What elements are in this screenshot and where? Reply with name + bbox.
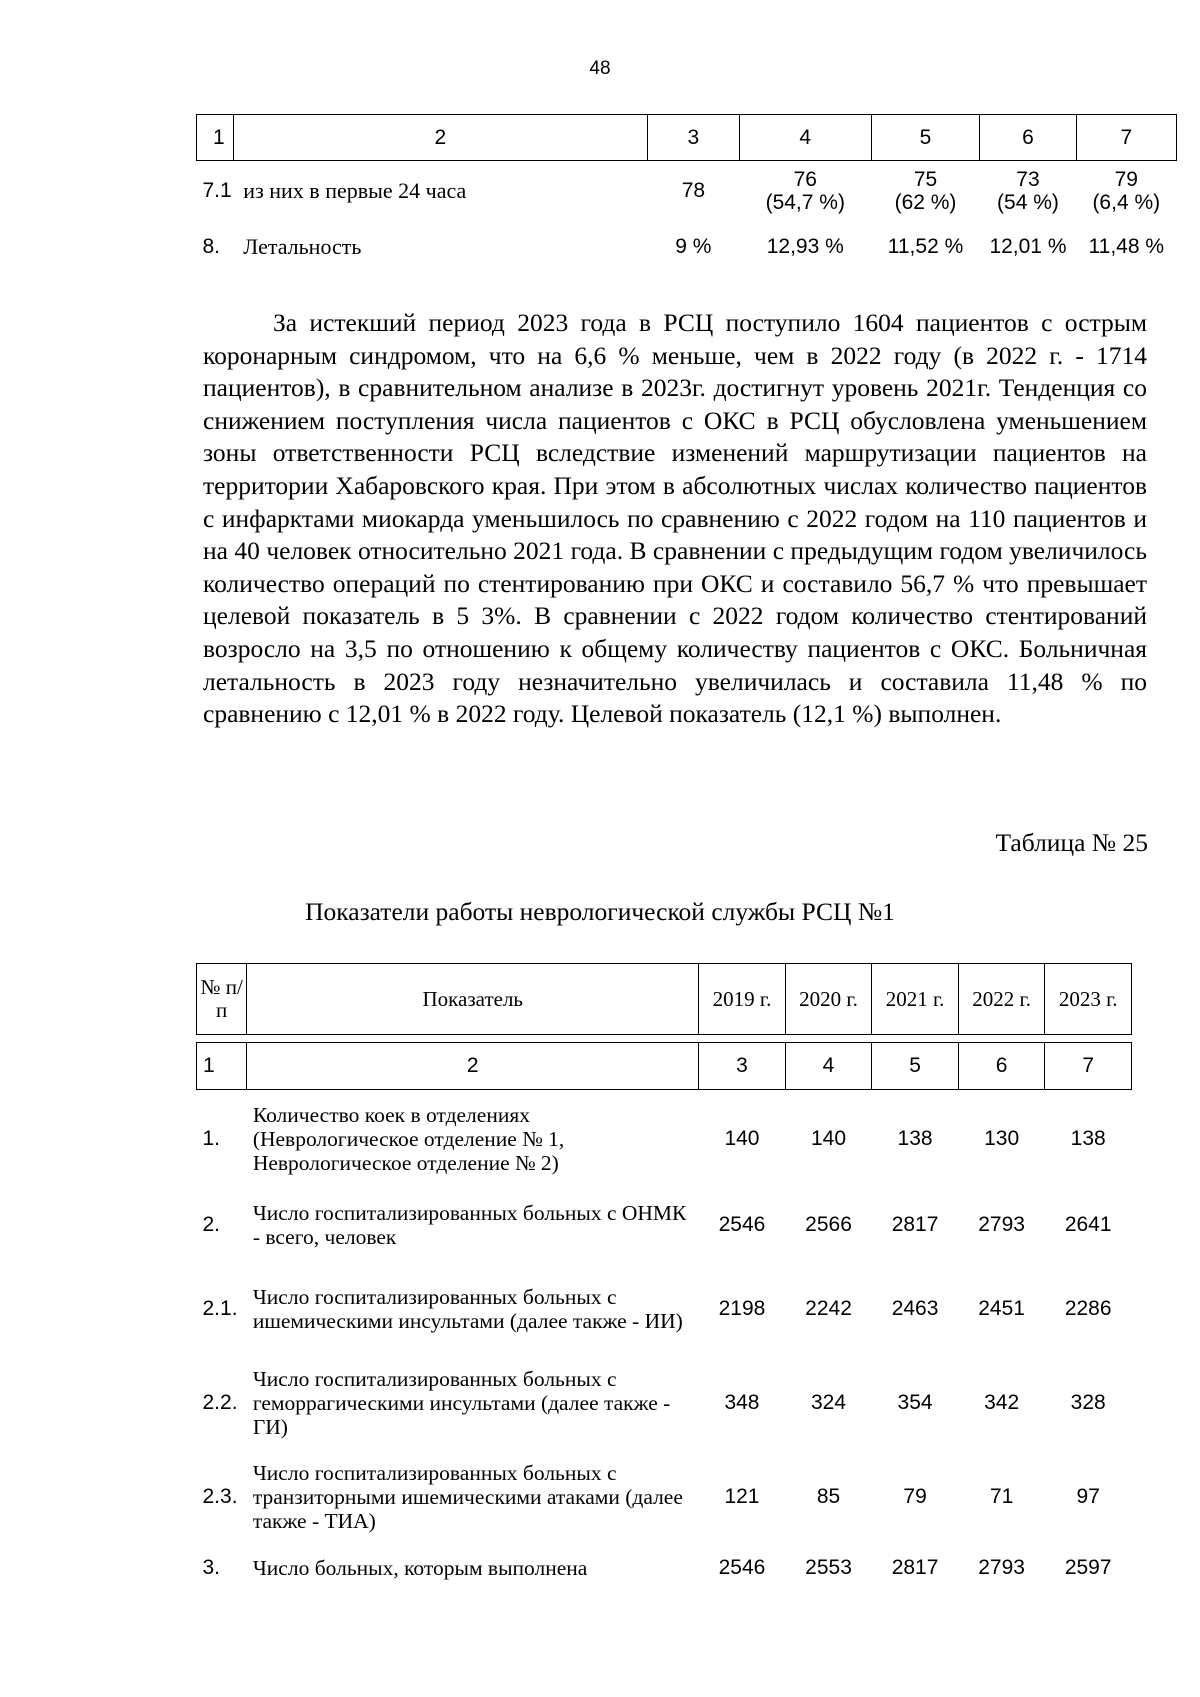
row-value: 2546 — [718, 1212, 766, 1236]
row-label: Количество коек в отделениях (Неврологическое отделение № 1, Неврологическое отделение № 2) — [252, 1102, 565, 1175]
header-cell: 1 — [197, 115, 234, 161]
row-label: Число госпитализированных больных с транзиторными ишемическими атаками (далее также - ТИА) — [252, 1460, 683, 1533]
row-value: 78 — [681, 179, 706, 203]
column-number: 3 — [699, 1043, 786, 1090]
row-value: 324 — [811, 1390, 847, 1414]
row-number: 2.2. — [202, 1390, 238, 1414]
row-value: 2597 — [1064, 1555, 1112, 1579]
body-paragraph: За истекший период 2023 года в РСЦ поступило 1604 пациентов с острым коронарным синдромом, что на 6,6 % меньше, чем в 2022 году (в 2022 г. - 1714 пациентов), в сравнительном анализе в 2023г. достигнут уровень 2021г. Тенденция со снижением поступления числа пациентов с ОКС в РСЦ обусловлена уменьшением зоны ответственности РСЦ вследствие изменений маршрутизации пациентов на территории Хабаровского края. При этом в абсолютных числах количество пациентов с инфарктами миокарда уменьшилось по сравнению с 2022 годом на 110 пациентов и на 40 человек относительно 2021 года. В сравнении с предыдущим годом увеличилось количество операций по стентированию при ОКС и составило 56,7 % что превышает целевой показатель в 5 3%. В сравнении с 2022 годом количество стентирований возросло на 3,5 по отношению к общему количеству пациентов с ОКС. Больничная летальность в 2023 году незначительно увеличилась и составила 11,48 % по сравнению с 12,01 % в 2022 году. Целевой показатель (12,1 %) выполнен. — [203, 308, 1147, 729]
row-value: 140 — [811, 1126, 847, 1150]
row-value: 2553 — [805, 1555, 852, 1579]
row-value — [871, 161, 980, 221]
row-value: 97 — [1076, 1484, 1100, 1508]
table-row — [197, 1188, 1132, 1262]
row-label: Число больных, которым выполнена — [252, 1555, 588, 1580]
table-row — [197, 1544, 1132, 1592]
column-number: 5 — [872, 1043, 959, 1090]
row-value: 2451 — [978, 1296, 1025, 1320]
row-label: Число госпитализированных больных с ишемическими инсультами (далее также - ИИ) — [252, 1284, 683, 1333]
column-number: 6 — [958, 1043, 1045, 1090]
spacer-row — [197, 1035, 1132, 1043]
row-value: 121 — [724, 1484, 760, 1508]
row-value: 2546 — [718, 1555, 766, 1579]
value-count: 76 — [793, 167, 817, 191]
table-row — [197, 1356, 1132, 1450]
column-number: 2 — [247, 1043, 699, 1090]
value-percent: (6,4 %) — [1092, 190, 1161, 214]
table-continuation — [196, 114, 1177, 273]
table-title: Показатели работы неврологической службы РСЦ №1 — [305, 897, 895, 926]
row-number: 8. — [202, 235, 221, 258]
value-percent: (62 %) — [894, 190, 957, 214]
header-cell: 7 — [1076, 115, 1176, 161]
row-value: 138 — [1070, 1126, 1106, 1150]
table-header-row — [197, 964, 1132, 1035]
table-row — [197, 1450, 1132, 1544]
value-percent: (54,7 %) — [765, 190, 845, 214]
row-label: из них в первые 24 часа — [243, 178, 467, 204]
row-value: 2817 — [891, 1212, 939, 1236]
row-value: 2641 — [1064, 1212, 1112, 1236]
page-number: 48 — [589, 58, 611, 79]
row-value: 2286 — [1064, 1296, 1112, 1320]
row-value: 342 — [984, 1390, 1020, 1414]
row-value — [1076, 161, 1176, 221]
column-number-row — [197, 1043, 1132, 1090]
row-label: Летальность — [243, 234, 362, 259]
header-cell-num: № п/п — [197, 964, 247, 1035]
row-value: 71 — [989, 1484, 1014, 1508]
row-value: 11,52 % — [887, 235, 964, 258]
row-number: 1. — [202, 1126, 221, 1150]
value-count: 79 — [1114, 167, 1138, 191]
row-value: 138 — [897, 1126, 933, 1150]
row-value: 140 — [724, 1126, 760, 1150]
header-cell: 6 — [980, 115, 1076, 161]
row-value: 130 — [984, 1126, 1020, 1150]
row-value: 2463 — [891, 1296, 939, 1320]
row-value: 354 — [897, 1390, 933, 1414]
header-cell-year: 2020 г. — [785, 964, 872, 1035]
row-number: 3. — [202, 1555, 221, 1579]
row-value: 11,48 % — [1088, 235, 1165, 258]
header-cell: 3 — [647, 115, 739, 161]
table-row — [197, 221, 1177, 273]
row-value: 328 — [1070, 1390, 1106, 1414]
header-cell: 5 — [871, 115, 980, 161]
value-count: 73 — [1016, 167, 1040, 191]
table-header-row — [197, 115, 1177, 161]
row-value: 79 — [903, 1484, 927, 1508]
row-value — [739, 161, 871, 221]
row-value: 2198 — [718, 1296, 766, 1320]
row-value — [980, 161, 1076, 221]
row-value: 2566 — [805, 1212, 852, 1236]
row-value: 2242 — [805, 1296, 852, 1320]
row-value: 2817 — [891, 1555, 939, 1579]
header-cell: 2 — [233, 115, 647, 161]
value-count: 75 — [913, 167, 938, 191]
table-row — [197, 161, 1177, 221]
row-value: 12,93 % — [766, 235, 844, 258]
value-percent: (54 %) — [997, 190, 1059, 214]
table-row — [197, 1262, 1132, 1356]
header-cell-year: 2023 г. — [1045, 964, 1132, 1035]
header-cell-label: Показатель — [247, 964, 699, 1035]
row-value: 12,01 % — [989, 235, 1067, 258]
row-number: 2.3. — [202, 1484, 238, 1508]
header-cell-year: 2022 г. — [958, 964, 1045, 1035]
row-value: 2793 — [978, 1555, 1025, 1579]
row-label: Число госпитализированных больных с геморрагическими инсультами (далее также - ГИ) — [252, 1366, 671, 1439]
row-number: 2.1. — [202, 1296, 238, 1320]
row-number: 7.1 — [202, 179, 232, 203]
table-number: Таблица № 25 — [995, 828, 1148, 857]
column-number: 4 — [785, 1043, 872, 1090]
header-cell-year: 2019 г. — [699, 964, 786, 1035]
neurology-table — [196, 963, 1132, 1592]
row-number: 2. — [202, 1212, 221, 1236]
header-cell: 4 — [739, 115, 871, 161]
row-value: 85 — [816, 1484, 841, 1508]
row-value: 9 % — [675, 235, 712, 258]
header-cell-year: 2021 г. — [872, 964, 959, 1035]
table-row — [197, 1090, 1132, 1188]
row-value: 2793 — [978, 1212, 1025, 1236]
column-number: 7 — [1045, 1043, 1132, 1090]
row-value: 348 — [724, 1390, 760, 1414]
row-label: Число госпитализированных больных с ОНМК - всего, человек — [252, 1200, 687, 1249]
column-number: 1 — [197, 1043, 247, 1090]
